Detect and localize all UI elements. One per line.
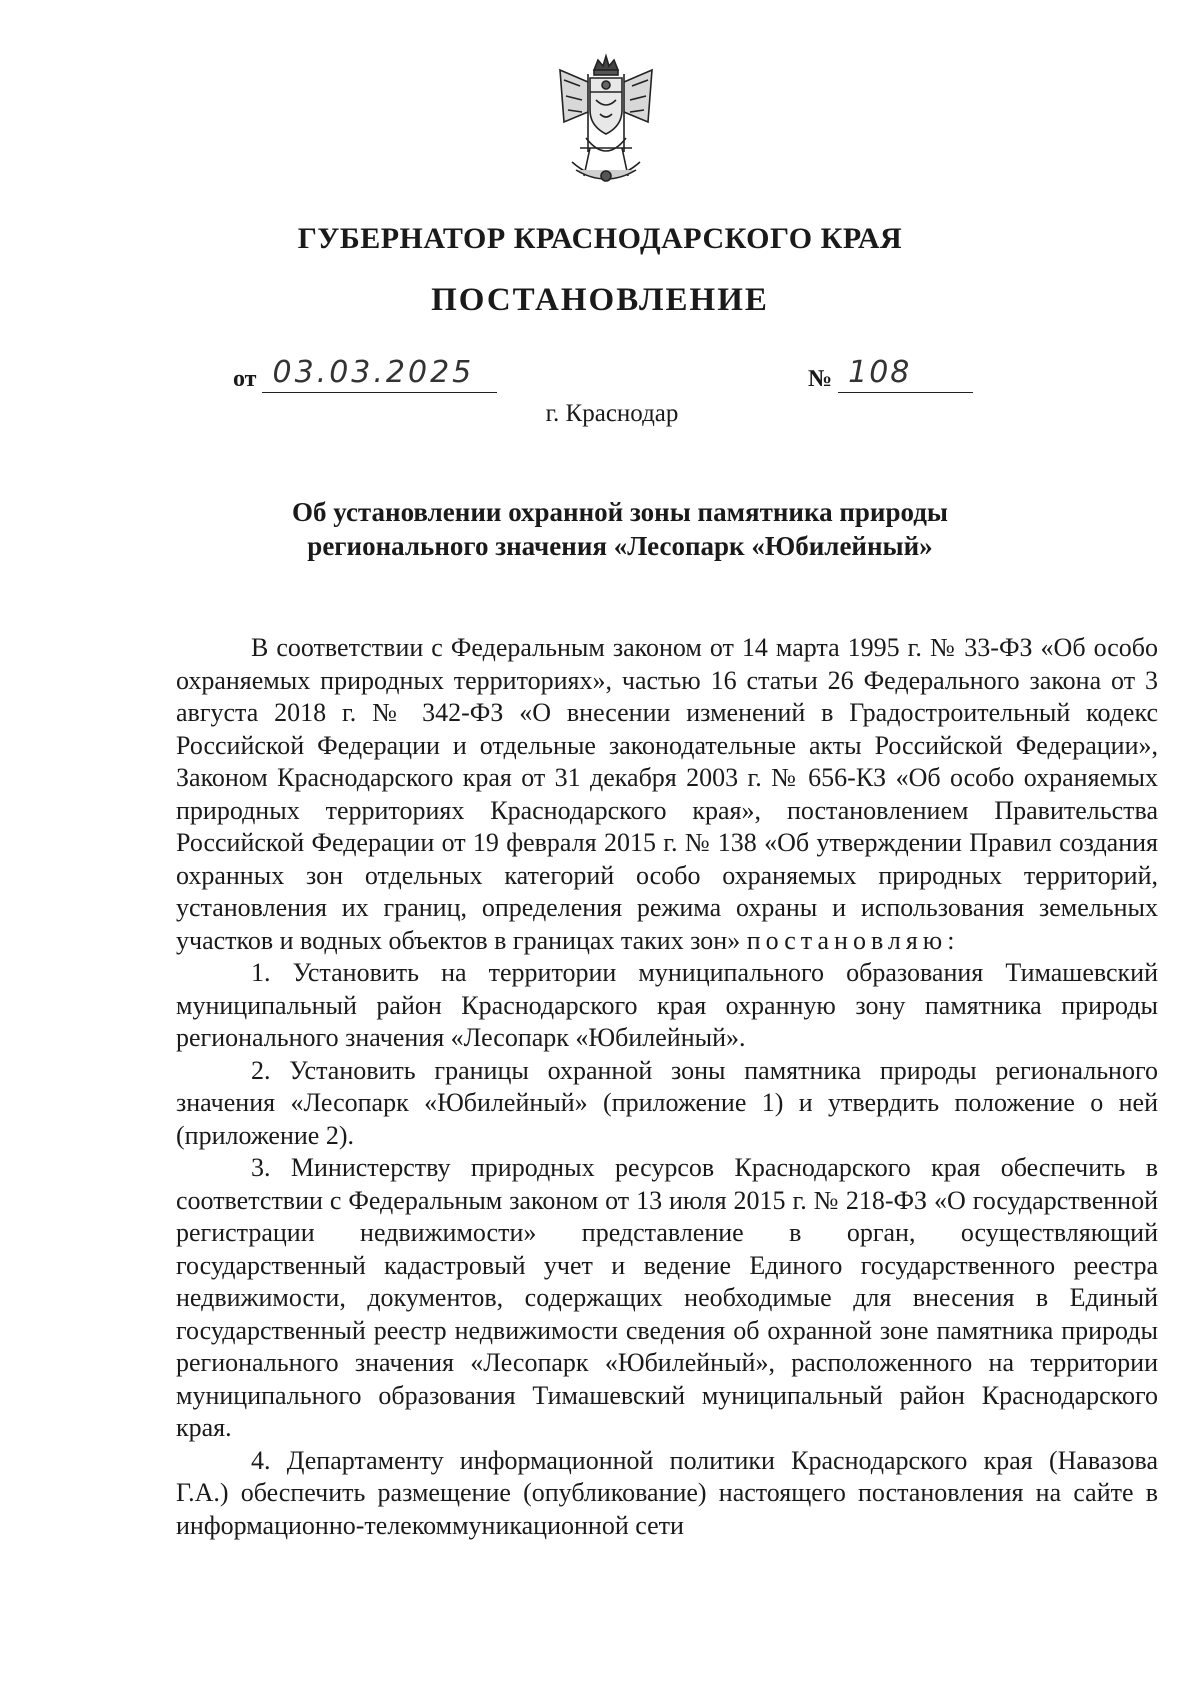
document-type: ПОСТАНОВЛЕНИЕ [431, 282, 769, 318]
document-title [200, 495, 1040, 563]
item-4: 4. Департаменту информационной политики Краснодарского края (Навазова Г.А.) обеспечить размещение (опубликование) настоящего постановления на сайте в информационно-телекоммуникационной сети [176, 1445, 1158, 1540]
date-field [233, 355, 497, 393]
number-prefix: № [808, 366, 833, 392]
title-line-1: Об установлении охранной зоны памятника природы [292, 497, 948, 527]
preamble-paragraph [176, 632, 1158, 957]
date-prefix: от [233, 366, 257, 392]
number-value: 108 [838, 358, 973, 393]
date-value: 03.03.2025 [262, 358, 497, 393]
number-field [808, 355, 973, 393]
preamble-text: В соответствии с Федеральным законом от 14 марта 1995 г. № 33-ФЗ «Об особо охраняемых природных территориях», частью 16 статьи 26 Федерального закона от 3 августа 2018 г. № 342-ФЗ «О внесении изменений в Градостроительный кодекс Российской Федерации и отдельные законодательные акты Российской Федерации», Законом Краснодарского края от 31 декабря 2003 г. № 656-КЗ «Об особо охраняемых природных территориях Краснодарского края», постановлением Правительства Российской Федерации от 19 февраля 2015 г. № 138 «Об утверждении Правил создания охранных зон отдельных категорий особо охраняемых природных территорий, установления их границ, определения режима охраны и использования земельных участков и водных объектов в границах таких зон» [176, 633, 1158, 955]
document-body [176, 632, 1158, 1542]
issuing-authority: ГУБЕРНАТОР КРАСНОДАРСКОГО КРАЯ [297, 222, 903, 255]
item-3: 3. Министерству природных ресурсов Краснодарского края обеспечить в соответствии с Федеральным законом от 13 июля 2015 г. № 218-ФЗ «О государственной регистрации недвижимости» представление в орган, осуществляющий государственный кадастровый учет и ведение Единого государственного реестра недвижимости, документов, содержащих необходимые для внесения в Единый государственный реестр недвижимости сведения об охранной зоне памятника природы регионального значения «Лесопарк «Юбилейный», расположенного на территории муниципального образования Тимашевский муниципальный район Краснодарского края. [176, 1153, 1158, 1442]
krasnodar-krai-coat-of-arms-icon [550, 52, 662, 192]
item-1: 1. Установить на территории муниципального образования Тимашевский муниципальный район Краснодарского края охранную зону памятника природы регионального значения «Лесопарк «Юбилейный». [176, 958, 1158, 1052]
decree-word: постановляю: [746, 925, 960, 955]
item-2: 2. Установить границы охранной зоны памятника природы регионального значения «Лесопарк «Юбилейный» (приложение 1) и утвердить положение о ней (приложение 2). [176, 1055, 1158, 1150]
title-line-2: регионального значения «Лесопарк «Юбилейный» [307, 531, 933, 561]
city: г. Краснодар [545, 400, 679, 427]
